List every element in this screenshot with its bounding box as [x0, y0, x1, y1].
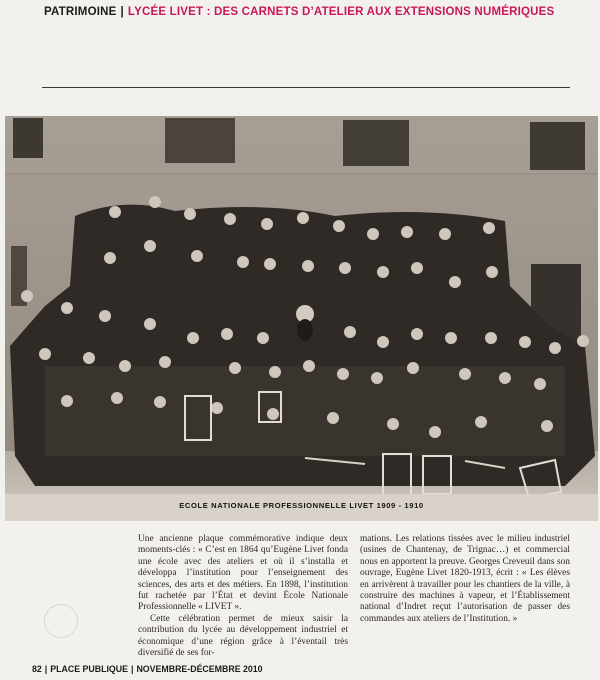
article-title: LYCÉE LIVET : DES CARNETS D’ATELIER AUX EXTENSIONS NUMÉRIQUES [127, 6, 555, 18]
header-rule [42, 87, 570, 88]
historical-group-photo [5, 116, 598, 521]
page-header [44, 6, 590, 18]
article-column-2 [360, 534, 570, 659]
article-body [138, 534, 570, 659]
section-rubric: PATRIMOINE [44, 6, 117, 18]
issue-date: NOVEMBRE-DÉCEMBRE 2010 [136, 664, 263, 674]
photo-illustration [5, 116, 598, 521]
article-column-1 [138, 534, 348, 659]
page-arrow-icon [44, 604, 78, 638]
header-separator: | [120, 6, 124, 18]
footer-separator-2: | [130, 664, 134, 674]
footer-separator: | [44, 664, 48, 674]
magazine-name: PLACE PUBLIQUE [50, 664, 128, 674]
paragraph-3: mations. Les relations tissées avec le milieu industriel (usines de Chantenay, de Trignac…) et commercial nous en apportent la preuve. Georges Creveuil dans son ouvrage, Eugène Livet 1820-1913, écrit : « Les élèves en arrivèrent à travailler pour les chantiers de la ville, à construire des machines à vapeur, et l’Établissement national d’Indret reçut l’autorisation de passer des commandes aux ateliers de l’Institution. » [360, 534, 570, 624]
paragraph-2: Cette célébration permet de mieux saisir la contribution du lycée au développement industriel et économique d’une région grâce à l’éventail très diversifié de ses for- [138, 613, 348, 659]
page-number: 82 [32, 664, 42, 674]
paragraph-1: Une ancienne plaque commémorative indique deux moments-clés : « C’est en 1864 qu’Eugène Livet fonda une école avec des ateliers et où il s’installa et développa l’institution pour l’enseignement des sciences, des arts et des métiers. En 1898, l’institution fut rachetée par l’État et devint École Nationale Professionnelle « LIVET ». [138, 534, 348, 613]
photo-caption: ECOLE NATIONALE PROFESSIONNELLE LIVET 1909 - 1910 [179, 501, 424, 510]
page-footer [32, 664, 263, 674]
